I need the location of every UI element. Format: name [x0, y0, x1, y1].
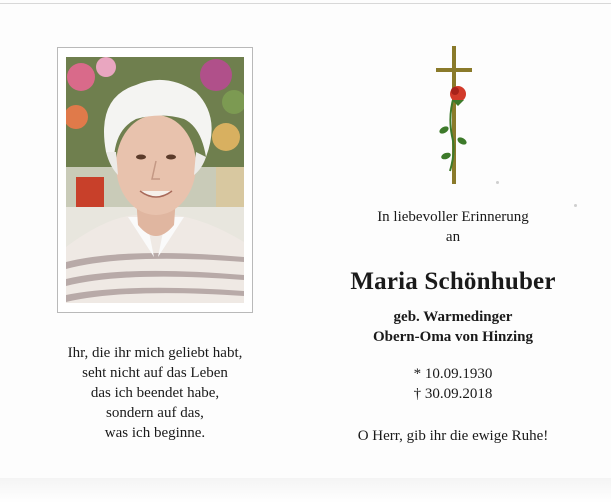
photo-frame: [57, 47, 253, 313]
death-date: † 30.09.2018: [413, 386, 493, 402]
card-edge-bottom: [0, 478, 611, 503]
poem-line: seht nicht auf das Leben: [82, 365, 228, 381]
card-edge-top: [0, 3, 611, 4]
birth-date: * 10.09.1930: [413, 366, 493, 382]
deceased-name: Maria Schönhuber: [350, 268, 556, 295]
poem-line: sondern auf das,: [106, 405, 204, 421]
memorial-intro: [330, 207, 576, 247]
portrait-image: [66, 57, 244, 303]
cross-with-rose-icon: [430, 46, 480, 186]
prayer: O Herr, gib ihr die ewige Ruhe!: [357, 428, 549, 444]
poem-line: das ich beendet habe,: [90, 385, 220, 401]
poem: [40, 343, 270, 443]
poem-line: Ihr, die ihr mich geliebt habt,: [67, 345, 243, 361]
paper-speck: [574, 204, 577, 207]
life-dates: [330, 364, 576, 404]
paper-speck: [496, 181, 499, 184]
portrait-photo: [66, 57, 244, 303]
poem-line: was ich beginne.: [104, 425, 206, 441]
name-details: [330, 307, 576, 347]
maiden-name: geb. Warmedinger: [393, 309, 513, 325]
intro-line: an: [445, 229, 461, 245]
nickname: Obern-Oma von Hinzing: [372, 329, 533, 345]
intro-line: In liebevoller Erinnerung: [377, 209, 529, 225]
